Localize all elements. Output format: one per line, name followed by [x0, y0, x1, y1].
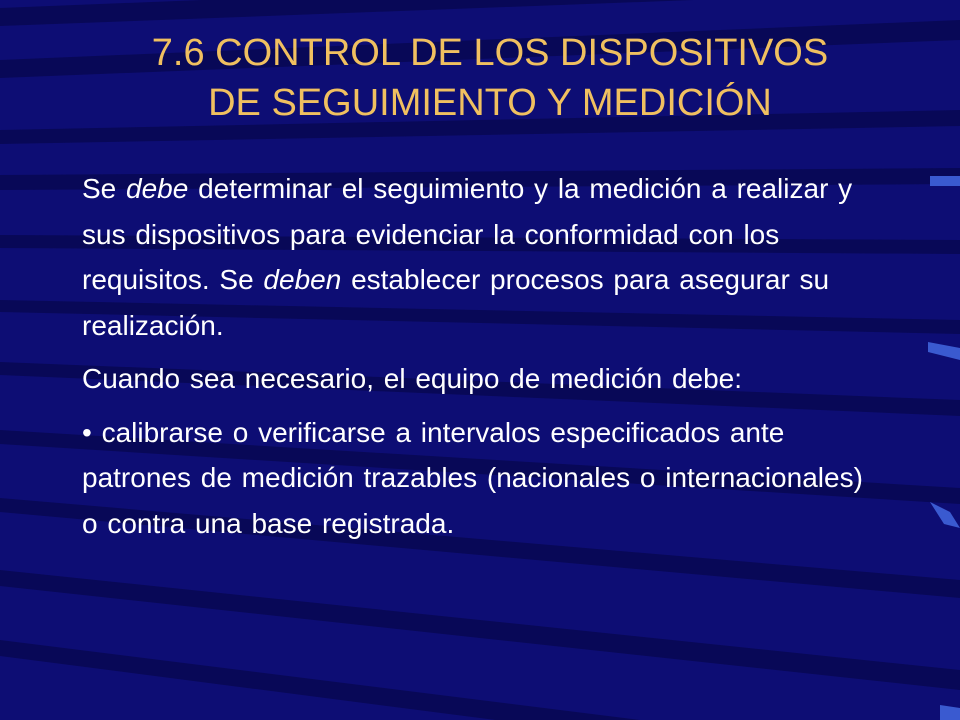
paragraph-requirement: [82, 166, 882, 348]
slide-title: [60, 28, 920, 128]
bullet-item: • calibrarse o verificarse a intervalos especificados ante patrones de medición trazables (nacionales o internacionales) o contra una base registrada.: [82, 416, 863, 539]
paragraph-text: establecer procesos para asegurar su realización.: [82, 264, 830, 341]
title-line-1: 7.6 CONTROL DE LOS DISPOSITIVOS: [151, 32, 829, 74]
slide-body: [82, 166, 882, 554]
emphasis-debe: debe: [126, 173, 189, 204]
paragraph-condition: Cuando sea necesario, el equipo de medición debe:: [82, 363, 743, 394]
paragraph-text: determinar el seguimiento y la medición a realizar y sus dispositivos para evidenciar la conformidad con los requisitos. Se: [82, 173, 853, 295]
paragraph-text: Se: [82, 173, 127, 204]
title-line-2: DE SEGUIMIENTO Y MEDICIÓN: [208, 82, 772, 124]
emphasis-deben: deben: [263, 264, 342, 295]
